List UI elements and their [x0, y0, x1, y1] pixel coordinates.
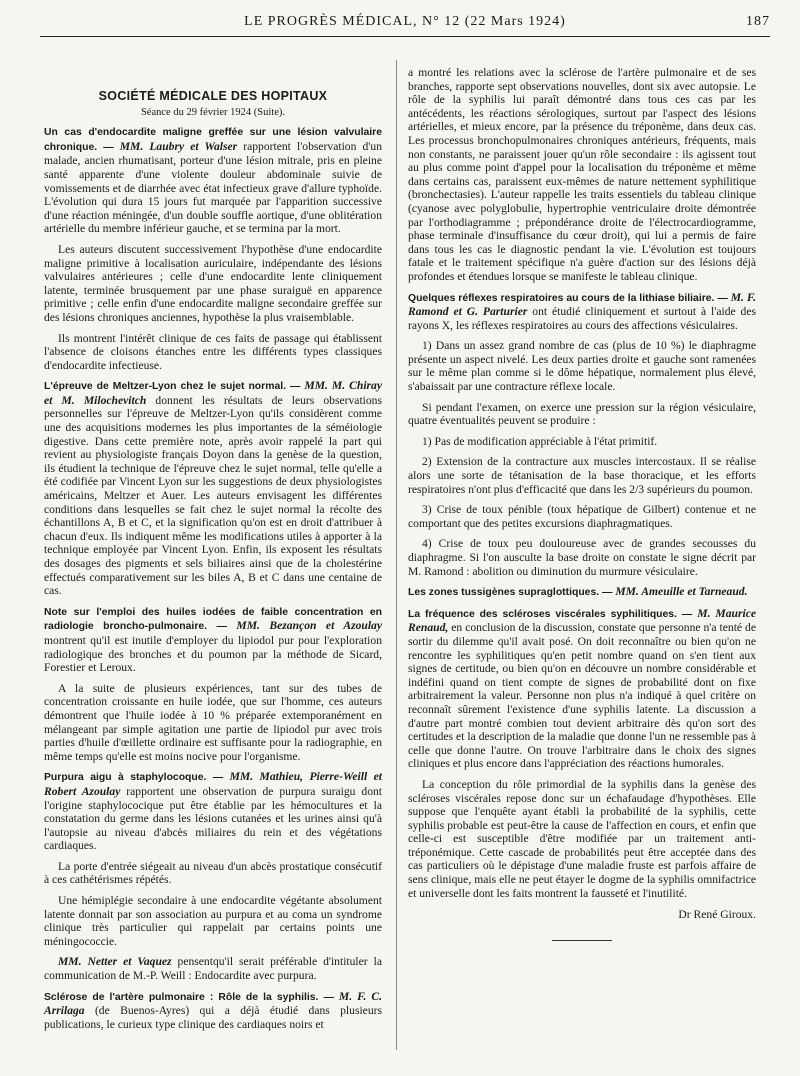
article-authors: MM. Bezançon et Azoulay — [236, 619, 382, 633]
article-paragraph — [44, 379, 382, 598]
paragraph: 3) Crise de toux pénible (toux hépatique de Gilbert) contenue et ne comportant que des petites excursions diaphragmatiques. — [408, 503, 756, 530]
paragraph: 1) Pas de modification appréciable à l'état primitif. — [422, 434, 658, 448]
article-authors: M. F. Ramond et G. Parturier — [408, 290, 757, 319]
article-authors: MM. M. Chiray et M. Milochevitch — [44, 379, 382, 407]
paragraph: Les auteurs discutent successivement l'hypothèse d'une endocardite maligne primitive à localisation auriculaire, indépendante des lésions valvulaires antérieures ; celle d'une endocardite lente cliniquement latente, terminée brusquement par une phase suraiguë en apparence primitive ; celle enfin d'une endocardite maligne secondaire greffée sur des lésions chroniques anciennes, hypothèse la plus vraisemblable. — [44, 242, 382, 324]
paragraph: La conception du rôle primordial de la syphilis dans la genèse des scléroses viscérales repose donc sur un échafaudage d'hypothèses. Elle suppose que l'enquête ayant établi la probabilité de la syphilis, cette syphilis probable est peut-être la cause de l'affection en cours, et enfin que celle-ci est susceptible d'être modifiée par un traitement anti-tréponémique. Cette cascade de probabilités peut être acceptée dans des cas particuliers où le dépistage d'une maladie fruste est parfois affaire de sens clinique, mais elle ne peut étayer le dogme de la syphilis omnifactrice et universelle dont les faits montrent la fausseté et l'inutilité. — [408, 777, 756, 900]
article-authors: M. F. C. Arrilaga — [44, 989, 382, 1018]
article-authors: MM. Mathieu, Pierre-Weill et Robert Azoulay — [44, 770, 382, 798]
paragraph: 1) Dans un assez grand nombre de cas (plus de 10 %) le diaphragme présente un aspect nivelé. Les deux parties droite et gauche sont ramenées sur le même plan comme si le dôme hépatique, normalement plus élevé, s'abaissait par une contracture réflexe locale. — [408, 339, 756, 394]
article-title: L'épreuve de Meltzer-Lyon chez le sujet normal. — — [44, 381, 301, 393]
article-text: montrent qu'il est inutile d'employer du lipiodol pur pour l'exploration radiologique des bronches et du poumon par la méthode de Sicard, Forestier et Leroux. — [44, 633, 382, 675]
article-title: Quelques réflexes respiratoires au cours de la lithiase biliaire. — — [408, 292, 728, 304]
article-paragraph — [44, 125, 382, 236]
article-title: Note sur l'emploi des huiles iodées de faible concentration en radiologie broncho-pulmonaire. — — [44, 606, 382, 633]
article-paragraph — [44, 605, 382, 675]
article-authors: MM. Laubry et Walser — [119, 139, 238, 153]
author-signature: Dr René Giroux. — [678, 908, 756, 922]
article-text: donnent les résultats de leurs observations personnelles sur l'épreuve de Meltzer-Lyon qu'ils considèrent comme une des acquisitions modernes les plus importantes de la séméiologie digestive. Dans cette première note, après avoir rappelé la part qui revient au physiologiste français Doyon dans la genèse de la question, ils étudient la technique de l'épreuve chez le sujet normal, telle qu'elle a été codifiée par Vincent Lyon sur les suggestions de deux physiologistes américains, Meltzer et Auer. Les auteurs envisagent les différentes conditions dans lesquelles se fait chez le sujet normal la récolte des échantillons A, B et C, et la signification qu'on est en droit d'attribuer à chacun d'eux. Ils indiquent même les modifications utiles à apporter à la technique employée par Vincent Lyon. Enfin, ils exposent les résultats des dosages des pigments et sels biliaires ainsi que de la cholestérine effectués comparativement sur les biles A, B et C dans une centaine de cas. — [44, 393, 382, 598]
left-column — [44, 66, 382, 1038]
paragraph: La porte d'entrée siégeait au niveau d'un abcès prostatique consécutif à ces cathétérismes répétés. — [44, 859, 382, 887]
article-paragraph — [44, 990, 382, 1032]
article-paragraph — [408, 291, 756, 333]
paragraph: Ils montrent l'intérêt clinique de ces faits de passage qui établissent l'absence de cloisons étanches entre les différents types classiques d'endocardite infectieuse. — [44, 331, 382, 372]
column-divider — [396, 60, 397, 1050]
paragraph: A la suite de plusieurs expériences, tant sur des tubes de concentration croissante en huile iodée, que sur l'homme, ces auteurs démontrent que l'huile iodée à 10 % préparée extemporanément en mélangeant par simple agitation une partie de lipiodol pur avec trois parties d'huile d'œillette ordinaire est suffisante pour la radiographie, en même temps qu'elle est moins nocive pour l'organisme. — [44, 681, 382, 763]
section-title: SOCIÉTÉ MÉDICALE DES HOPITAUX — [98, 89, 328, 103]
page-number: 187 — [746, 14, 770, 29]
article-authors: M. Maurice Renaud, — [408, 606, 756, 635]
paragraph: Si pendant l'examen, on exerce une pression sur la région vésiculaire, quatre éventualités peuvent se produire : — [408, 400, 756, 428]
right-column — [408, 66, 756, 941]
paragraph: 4) Crise de toux peu douloureuse avec de grandes secousses du diaphragme. Si l'on ausculte la base droite on constate le signe décrit par M. Ramond : abolition ou diminution du murmure vésiculaire. — [408, 537, 756, 578]
article-authors: MM. Ameuille et Tarneaud. — [615, 585, 748, 599]
article-text: rapportent l'observation d'un malade, ancien rhumatisant, porteur d'une lésion mitrale, pris en pleine santé apparente d'une violente douleur abdominale suivie de vomissements et de diarrhée avec état infectieux grave d'allure typhoïde. L'évolution qui dura 15 jours fut marquée par l'apparition successive d'une réaction méningée, d'un double souffle aortique, d'une oblitération artérielle du membre inférieur gauche, et se termina par la mort. — [44, 139, 382, 236]
paragraph: 2) Extension de la contracture aux muscles intercostaux. Il se réalise alors une sorte de tétanisation de la base thoracique, et les efforts respiratoires n'ont plus d'efficacité que dans les 2/3 supérieurs du poumon. — [408, 455, 756, 496]
article-paragraph — [408, 607, 756, 771]
section-date: Séance du 29 février 1924 (Suite). — [140, 106, 286, 118]
article-text: (de Buenos-Ayres) qui a déjà étudié dans plusieurs publications, le curieux type clinique des cardiaques noirs et — [44, 1004, 382, 1031]
article-title: Sclérose de l'artère pulmonaire : Rôle de la syphilis. — — [44, 991, 334, 1003]
article-text: en conclusion de la discussion, constate que personne n'a tenté de sortir du dilemme qu'il avait posé. On doit reconnaître ou bien qu'on ne rencontre les syphilitiques qu'en petit nombre quand on s'en tient aux signes de certitude, ou bien qu'on en découvre un nombre considérable et indéfini quand on tient compte de signes de probabilité dont on fixe arbitrairement la valeur. Personne non plus n'a indiqué à quel critère on reconnaît sûrement l'existence d'une syphilis latente. La discussion a d'autre part montré combien tout devient arbitraire dès qu'on sort des certitudes et la description de la maladie que donne l'un ne ressemble pas à celle que donne l'autre. On trouve l'arbitraire dans le choix des signes cliniques et plus encore dans l'appréciation des réactions humorales. — [408, 621, 756, 771]
article-authors: MM. Netter et Vaquez — [58, 955, 172, 969]
article-text: ont étudié cliniquement et surtout à l'aide des rayons X, les réflexes respiratoires au cours des affections vésiculaires. — [408, 305, 757, 332]
article-paragraph — [44, 770, 382, 853]
article-title: Les zones tussigènes supraglottiques. — — [408, 587, 613, 599]
journal-title: LE PROGRÈS MÉDICAL, N° 12 (22 Mars 1924) — [244, 14, 566, 29]
end-rule — [552, 940, 612, 941]
article-title: Purpura aigu à staphylocoque. — — [44, 772, 224, 784]
header-rule — [40, 36, 770, 37]
article-paragraph — [408, 585, 756, 600]
article-text: rapportent une observation de purpura suraigu dont l'origine staphylococique put être établie par les hémocultures et la constatation du germe dans les lésions cutanées et les urines ainsi qu'à l'autopsie au niveau d'abcès miliaires du rein et des végétations cardiaques. — [44, 784, 383, 853]
article-title: La fréquence des scléroses viscérales syphilitiques. — — [408, 608, 693, 620]
article-title: Un cas d'endocardite maligne greffée sur une lésion valvulaire chronique. — — [44, 127, 382, 153]
page-header — [40, 14, 770, 36]
article-text: pensentqu'il serait préférable d'intituler la communication de M.-P. Weill : Endocardite avec purpura. — [44, 955, 382, 983]
paragraph: a montré les relations avec la sclérose de l'artère pulmonaire et de ses branches, rapporte sept observations nouvelles, dont six avec autopsie. Le rôle de la syphilis lui paraît démontré dans tous ces cas par les antécédents, les réactions sérologiques, surtout par l'aspect des lésions artérielles, et mieux encore, par la présence du tréponème, dans deux cas. Les processus bronchopulmonaires chroniques antérieurs, fréquents, mais non constants, ne paraissent jouer qu'un rôle secondaire : ils agissent tout au plus comme point d'appel pour la localisation du tréponème et même dans certains cas, paraissent eux-mêmes de nature nettement syphilitique (bronchectasies). L'auteur rappelle les traits essentiels du tableau clinique (cyanose avec polyglobulie, hypertrophie ventriculaire droite démontrée par l'orthodiagramme ; prépondérance droite de l'électrocardiogramme, phase terminale d'insuffisance du cœur droit), qui lui a permis de faire dans tous les cas le diagnostic pendant la vie. L'évolution est toujours fatale et le traitement spécifique n'a guère d'action sur des lésions déjà profondes et étendues lorsque se manifeste le tableau clinique. — [408, 66, 756, 283]
paragraph — [44, 955, 382, 982]
paragraph: Une hémiplégie secondaire à une endocardite végétante absolument latente donnait par son association au purpura et au coma un syndrome clinique très particulier qui rappelait par certains points une méningococcie. — [44, 894, 382, 948]
